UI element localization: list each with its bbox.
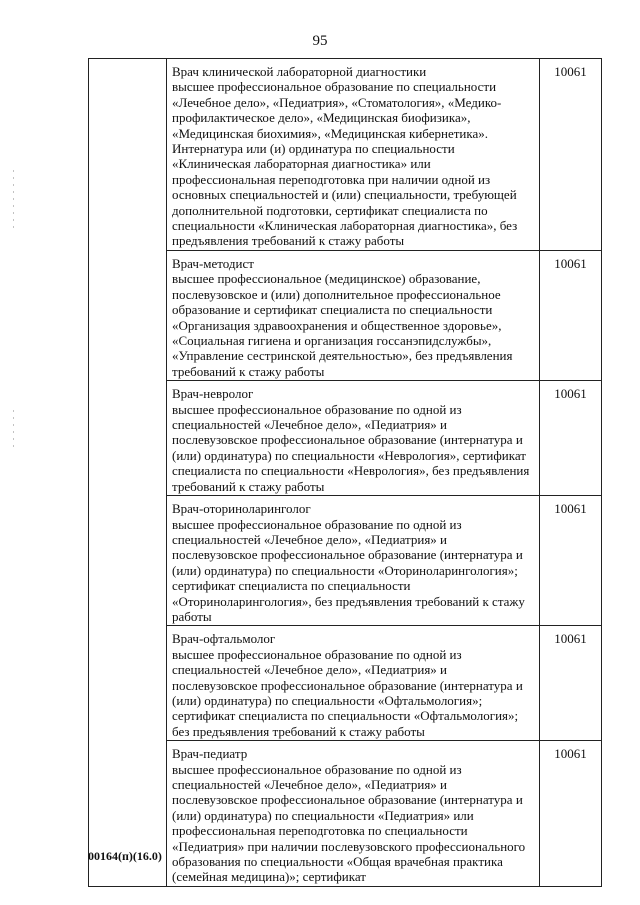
position-requirements: высшее профессиональное образование по специальности «Лечебное дело», «Педиатрия», «Стоматология», «Медико-профилактическое дело», «Медицинская биофизика», «Медицинская биохимия», «Медицинская кибернетика». Интернатура или (и) ординатура по специальности «Клиническая лабораторная диагностика» или профессиональная переподготовка при наличии одной из основных специальностей и (или) специальности, требующей дополнительной подготовки, сертификат специалиста по специальности «Клиническая лабораторная диагностика», без предъявления требований к стажу работы [172,79,518,249]
position-title: Врач клинической лабораторной диагностики [172,64,427,79]
position-code: 10061 [540,626,602,741]
position-requirements: высшее профессиональное образование по одной из специальностей «Лечебное дело», «Педиатрия» и послевузовское профессиональное образование (интернатура и (или) ординатура) по специальности «Неврология», сертификат специалиста по специальности «Неврология», без предъявления требований к стажу работы [172,401,530,494]
position-description-cell [167,626,540,741]
empty-left-cell [89,59,167,887]
position-requirements: высшее профессиональное (медицинское) образование, послевузовское и (или) дополнительное профессиональное образование и сертификат специалиста по специальности «Организация здравоохранения и общественное здоровье», «Социальная гигиена и организация госсанэпидслужбы», «Управление сестринской деятельностью», без предъявления требований к стажу работы [172,271,513,379]
table-row [89,59,602,251]
position-requirements: высшее профессиональное образование по одной из специальностей «Лечебное дело», «Педиатрия» и послевузовское профессиональное образование (интернатура и (или) ординатура) по специальности «Оториноларингология»; сертификат специалиста по специальности «Оториноларингология», без предъявления требований к стажу работы [172,516,525,624]
position-code: 10061 [540,250,602,380]
position-requirements: высшее профессиональное образование по одной из специальностей «Лечебное дело», «Педиатрия» и послевузовское профессиональное образование (интернатура и (или) ординатура) по специальности «Офтальмология»; сертификат специалиста по специальности «Офтальмология»; без предъявления требований к стажу работы [172,646,523,739]
position-description-cell [167,59,540,251]
scan-margin-mark [13,410,14,450]
position-code: 10061 [540,496,602,626]
position-code: 10061 [540,381,602,496]
position-requirements: высшее профессиональное образование по одной из специальностей «Лечебное дело», «Педиатрия» и послевузовское профессиональное образование (интернатура и (или) ординатура) по специальности «Педиатрия» или профессиональная переподготовка по специальности «Педиатрия» при наличии послевузовского профессионального образования по специальности «Общая врачебная практика (семейная медицина)»; сертификат [172,761,526,885]
position-code: 10061 [540,741,602,887]
position-description-cell [167,250,540,380]
position-description-cell [167,381,540,496]
qualification-table [88,58,602,887]
page-number: 95 [312,33,328,49]
position-title: Врач-педиатр [172,746,248,762]
position-description-cell [167,496,540,626]
position-title: Врач-оториноларинголог [172,501,311,517]
scan-margin-mark [13,170,14,230]
position-description-cell [167,741,540,887]
position-title: Врач-методист [172,255,254,271]
position-title: Врач-невролог [172,386,254,402]
position-title: Врач-офтальмолог [172,631,276,647]
position-code: 10061 [540,59,602,251]
document-footer-code: 00164(п)(16.0) [88,849,162,863]
